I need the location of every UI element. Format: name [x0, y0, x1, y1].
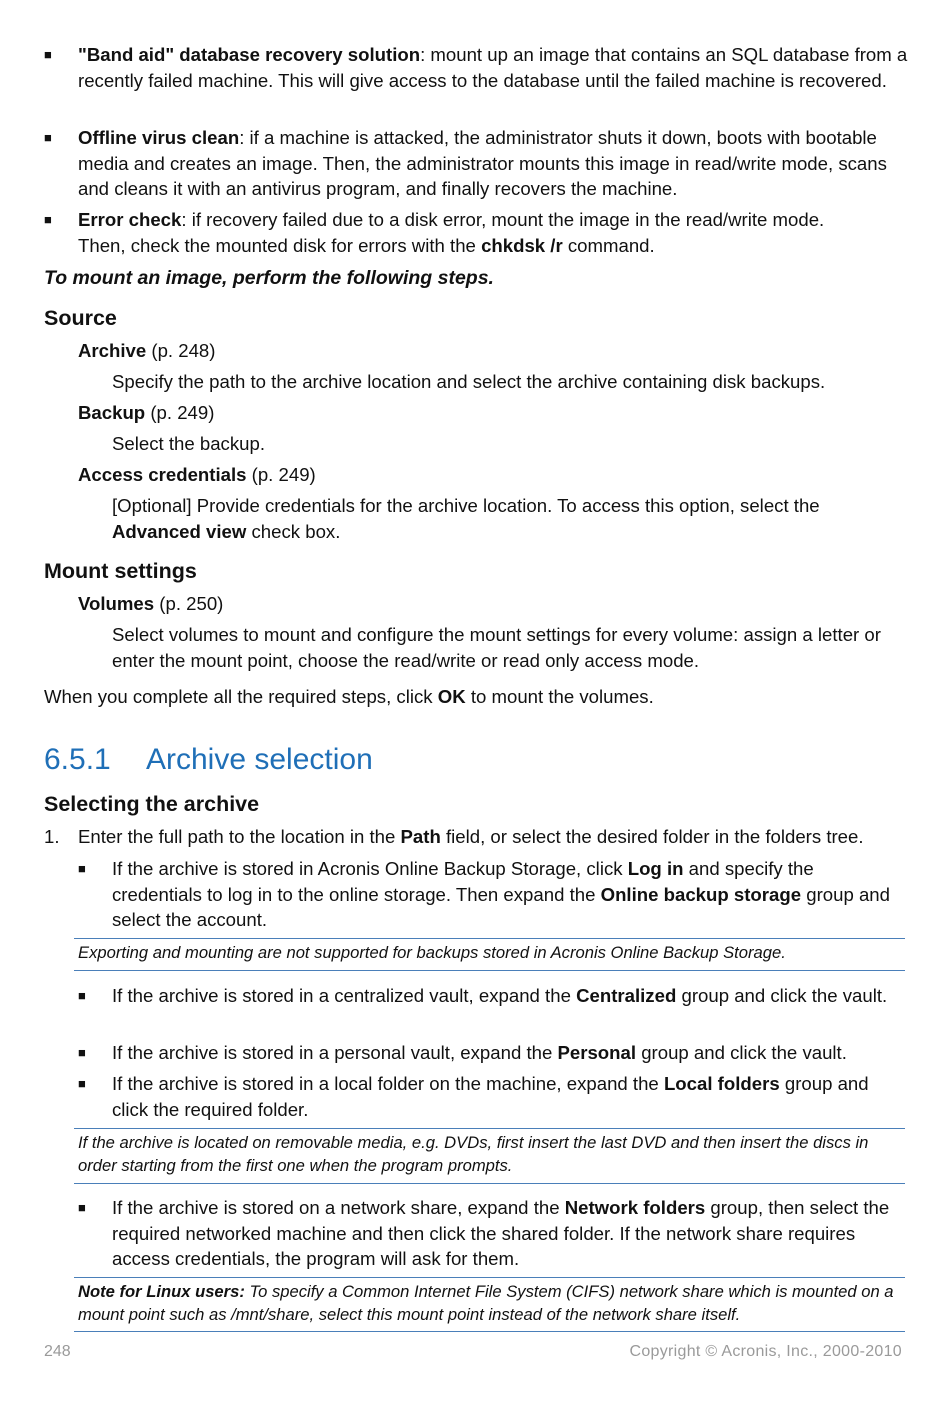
section-number: 6.5.1 [44, 743, 111, 776]
bullet-marker [78, 856, 86, 882]
bullet-online-storage [112, 856, 908, 933]
volumes-term [78, 591, 223, 617]
bullet-text: group and click the vault. [676, 985, 888, 1006]
bullet-text: group and click the vault. [636, 1042, 847, 1063]
step-number: 1. [44, 826, 60, 847]
bullet-text: : if a machine is attacked, the administrator shuts it down, boots with bootable media and creates an image. Then, the administrator mounts this image in read/write mode, scans and cleans it with an antivirus program, and finally recovers the machine. [78, 127, 887, 199]
ui-label: Log in [627, 858, 684, 879]
backup-description: Select the backup. [112, 433, 265, 454]
page-ref: (p. 248) [146, 340, 216, 361]
page-ref: (p. 250) [154, 593, 224, 614]
bullet-term: Error check [78, 209, 182, 230]
bullet-marker [78, 1040, 86, 1066]
note-text [74, 1278, 905, 1331]
completion-pre: When you complete all the required steps, click [44, 686, 438, 707]
command-text: chkdsk /r [481, 234, 563, 256]
description-text: [Optional] Provide credentials for the archive location. To access this option, select the [112, 495, 820, 516]
step-text [78, 824, 908, 850]
ui-label: Centralized [576, 985, 677, 1006]
ui-label: Local folders [663, 1073, 780, 1094]
archive-term [78, 338, 215, 364]
page-ref: (p. 249) [145, 402, 215, 423]
ui-label: Online backup storage [600, 883, 802, 905]
bullet-local-folders [112, 1071, 902, 1122]
note-text: If the archive is located on removable media, e.g. DVDs, first insert the last DVD and then insert the discs in order starting from the first one when the program prompts. [78, 1133, 869, 1175]
term-label: Volumes [78, 593, 155, 614]
bullet-text: command. [562, 234, 655, 256]
mount-settings-heading: Mount settings [44, 559, 197, 583]
page-number: 248 [44, 1343, 71, 1360]
bullet-marker [44, 207, 52, 233]
section-heading [44, 742, 373, 778]
archive-description: Specify the path to the archive location and select the archive containing disk backups. [112, 371, 826, 392]
term-label: Archive [78, 340, 147, 361]
bullet-network-folders [112, 1195, 902, 1272]
note-label: Note for Linux users: [78, 1282, 245, 1301]
bullet-marker [78, 983, 86, 1009]
access-credentials-term [78, 462, 316, 488]
page-ref: (p. 249) [246, 464, 316, 485]
bullet-marker [44, 125, 52, 151]
note-text: Exporting and mounting are not supported for backups stored in Acronis Online Backup Storage. [78, 943, 786, 962]
selecting-heading: Selecting the archive [44, 792, 260, 816]
ui-label: Advanced view [112, 520, 247, 542]
source-heading: Source [44, 306, 117, 330]
bullet-text: : if recovery failed due to a disk error, mount the image in the read/write mode. Then, check the mounted disk for errors with the [78, 209, 825, 256]
copyright: Copyright © Acronis, Inc., 2000-2010 [629, 1343, 902, 1360]
bullet-band-aid [78, 42, 908, 93]
bullet-text: If the archive is stored in a local folder on the machine, expand the [112, 1073, 664, 1094]
step-pre: Enter the full path to the location in the [78, 826, 401, 847]
completion-text [44, 684, 904, 710]
bullet-marker [44, 42, 52, 68]
note-online-storage [74, 938, 905, 971]
bullet-text: group and click the required folder. [112, 1073, 869, 1120]
description-text: check box. [246, 520, 341, 542]
bullet-text: If the archive is stored in a centralized vault, expand the [112, 985, 577, 1006]
path-label: Path [400, 826, 441, 847]
step-post: field, or select the desired folder in the folders tree. [440, 826, 864, 847]
ui-label: Network folders [564, 1197, 706, 1218]
bullet-text: If the archive is stored on a network share, expand the [112, 1197, 565, 1218]
bullet-term: Offline virus clean [78, 127, 240, 148]
completion-post: to mount the volumes. [465, 686, 654, 707]
term-label: Access credentials [78, 464, 247, 485]
bullet-centralized [112, 983, 908, 1009]
note-linux-users [74, 1277, 905, 1332]
section-title: Archive selection [146, 743, 373, 776]
bullet-term: "Band aid" database recovery solution [78, 44, 421, 65]
ok-label: OK [437, 686, 466, 707]
steps-heading: To mount an image, perform the following steps. [44, 267, 494, 289]
backup-term [78, 400, 214, 426]
note-body: To specify a Common Internet File System (CIFS) network share which is mounted on a mount point such as /mnt/share, select this mount point instead of the network share itself. [78, 1282, 894, 1324]
bullet-text: If the archive is stored in Acronis Online Backup Storage, click [112, 858, 628, 879]
bullet-marker [78, 1071, 86, 1097]
bullet-text: and specify the credentials to log in to the online storage. Then expand the [112, 858, 814, 905]
bullet-text: If the archive is stored in a personal vault, expand the [112, 1042, 558, 1063]
bullet-error-check [78, 207, 868, 258]
note-removable-media [74, 1128, 905, 1184]
bullet-personal [112, 1040, 908, 1066]
volumes-description: Select volumes to mount and configure the mount settings for every volume: assign a letter or enter the mount point, choose the read/write or read only access mode. [112, 624, 881, 671]
access-credentials-description [112, 493, 872, 544]
term-label: Backup [78, 402, 146, 423]
ui-label: Personal [557, 1042, 637, 1063]
bullet-offline-virus-clean [78, 125, 908, 202]
bullet-text: group, then select the required networked machine and then click the shared folder. If the network share requires access credentials, the program will ask for them. [112, 1197, 890, 1269]
bullet-text: : mount up an image that contains an SQL database from a recently failed machine. This will give access to the database until the failed machine is recovered. [78, 44, 908, 91]
bullet-marker [78, 1195, 86, 1221]
bullet-text: group and select the account. [112, 883, 890, 930]
